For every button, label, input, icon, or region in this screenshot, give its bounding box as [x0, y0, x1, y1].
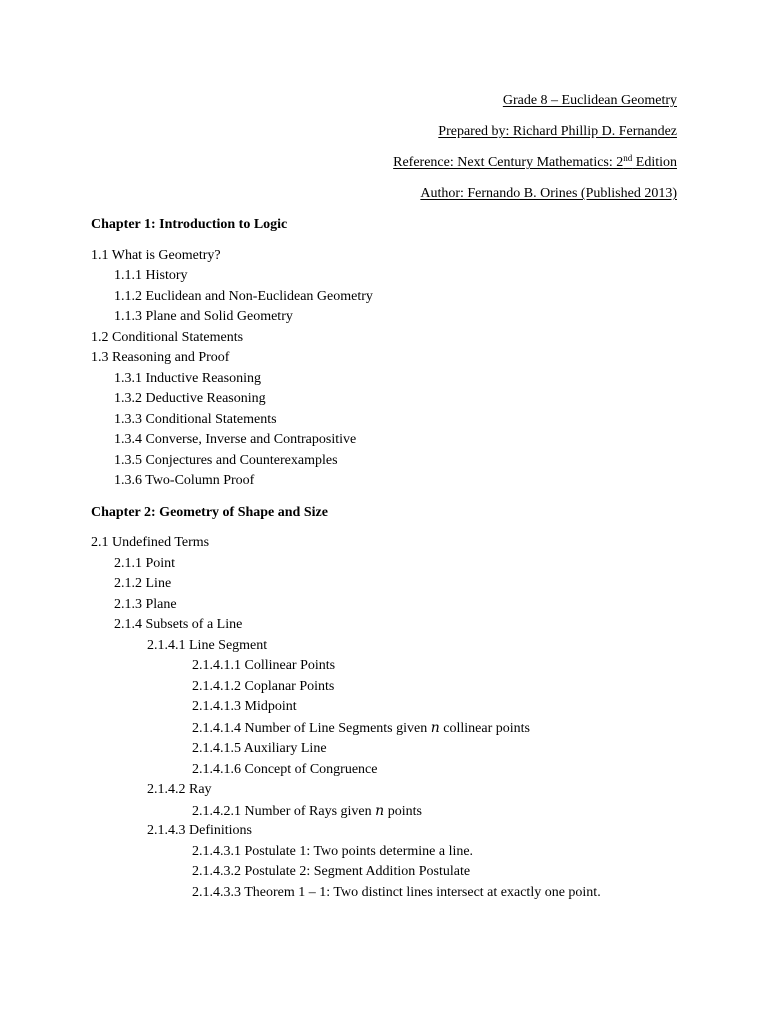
math-variable-n: n — [375, 803, 385, 819]
toc-text: points — [387, 804, 422, 819]
toc-item: 1.3.2 Deductive Reasoning — [114, 391, 266, 406]
toc-item: 2.1 Undefined Terms — [91, 535, 210, 550]
toc-item: 2.1.4.1.2 Coplanar Points — [192, 679, 335, 694]
toc-item: 1.1.1 History — [114, 268, 188, 283]
toc-item: 1.3.3 Conditional Statements — [114, 412, 277, 427]
toc-item: 2.1.3 Plane — [114, 597, 177, 612]
toc-item: 2.1.4.1.6 Concept of Congruence — [192, 762, 378, 777]
toc-text: 2.1.4.1.4 Number of Line Segments given — [192, 721, 428, 736]
toc-item: 1.3.1 Inductive Reasoning — [114, 371, 261, 386]
toc-item: 1.1 What is Geometry? — [91, 248, 221, 263]
author-line: Author: Fernando B. Orines (Published 2013) — [420, 186, 677, 201]
toc-item: 2.1.4.1.5 Auxiliary Line — [192, 741, 327, 756]
toc-item: 1.2 Conditional Statements — [91, 330, 244, 345]
reference-prefix: Reference: Next Century Mathematics: 2 — [393, 155, 624, 170]
toc-item: 1.3 Reasoning and Proof — [91, 350, 230, 365]
toc-item: 2.1.4.1 Line Segment — [147, 638, 268, 653]
chapter-2-heading: Chapter 2: Geometry of Shape and Size — [91, 505, 328, 520]
toc-item — [192, 803, 422, 820]
toc-item: 2.1.4.3.2 Postulate 2: Segment Addition Postulate — [192, 864, 471, 879]
toc-item: 2.1.4.3 Definitions — [147, 823, 252, 838]
toc-item: 1.1.2 Euclidean and Non-Euclidean Geometry — [114, 289, 373, 304]
toc-item: 2.1.4.2 Ray — [147, 782, 212, 797]
math-variable-n: n — [430, 720, 440, 736]
prepared-by-line: Prepared by: Richard Phillip D. Fernandez — [438, 124, 677, 139]
document-title: Grade 8 – Euclidean Geometry — [502, 93, 677, 108]
toc-text: 2.1.4.2.1 Number of Rays given — [192, 804, 372, 819]
edition-superscript: nd — [623, 153, 633, 163]
toc-item: 2.1.4.1.1 Collinear Points — [192, 658, 336, 673]
toc-text: collinear points — [443, 721, 530, 736]
toc-item: 2.1.4.1.3 Midpoint — [192, 699, 297, 714]
toc-item: 2.1.4.3.1 Postulate 1: Two points determine a line. — [192, 844, 474, 859]
toc-item: 1.3.4 Converse, Inverse and Contrapositive — [114, 432, 357, 447]
toc-item: 1.1.3 Plane and Solid Geometry — [114, 309, 293, 324]
toc-item: 2.1.2 Line — [114, 576, 172, 591]
reference-suffix: Edition — [632, 155, 677, 170]
toc-item: 2.1.4.3.3 Theorem 1 – 1: Two distinct lines intersect at exactly one point. — [192, 885, 601, 900]
toc-item: 2.1.4 Subsets of a Line — [114, 617, 243, 632]
toc-item — [192, 720, 530, 737]
toc-item: 1.3.5 Conjectures and Counterexamples — [114, 453, 338, 468]
toc-item: 1.3.6 Two-Column Proof — [114, 473, 255, 488]
toc-item: 2.1.1 Point — [114, 556, 176, 571]
chapter-1-heading: Chapter 1: Introduction to Logic — [91, 217, 288, 232]
reference-line — [393, 155, 677, 171]
